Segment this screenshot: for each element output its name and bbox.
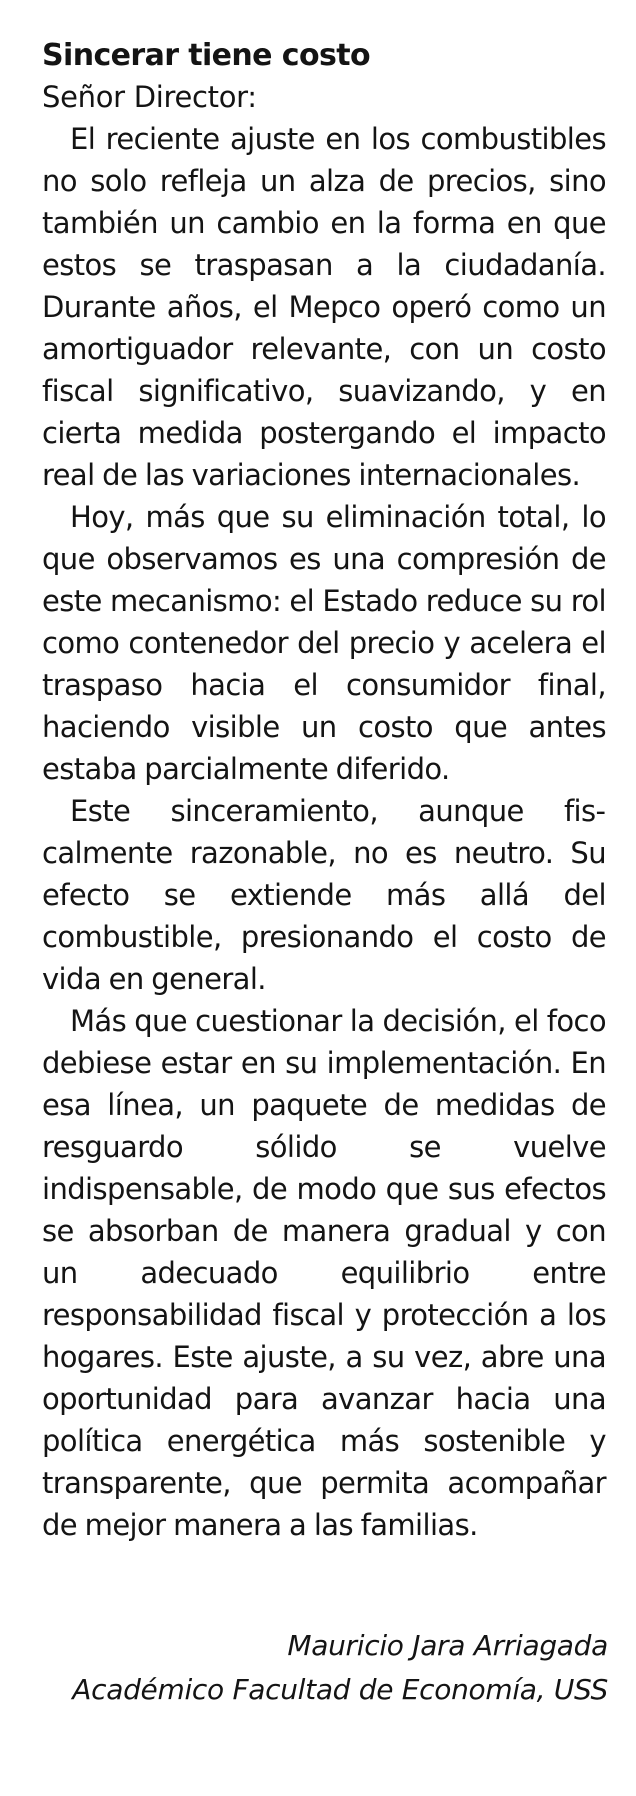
letter-paragraph-4: Más que cuestionar la decisión, el foco debiese estar en su implementación. En esa línea, un paquete de medidas de resguardo sólido se vuelve indispensable, de modo que sus efectos se absorban de manera gradual y con un adecuado equilibrio entre responsabilidad fiscal y protección a los hogares. Este ajuste, a su vez, abre una oportunidad para avanzar hacia una política energética más sostenible y transparente, que permita acompañar de mejor manera a las familias. xyxy=(42,1004,606,1542)
author-affiliation: Académico Facultad de Economía, USS xyxy=(72,1673,608,1706)
letter-paragraph-2: Hoy, más que su eliminación total, lo que observamos es una compresión de este mecanismo: el Estado reduce su rol como contenedor del precio y acelera el traspaso hacia el consumidor final, haciendo visible un costo que antes estaba parcialmente diferido. xyxy=(42,500,606,786)
letter-paragraph-3: Este sinceramiento, aunque fiscalmente razonable, no es neutro. Su efecto se extiende más allá del combustible, presionando el costo de vida en general. xyxy=(42,794,606,996)
salutation: Señor Director: xyxy=(42,80,257,114)
author-name: Mauricio Jara Arriagada xyxy=(287,1629,608,1662)
letter-to-editor xyxy=(42,38,606,1546)
letter-paragraph-1: El reciente ajuste en los combustibles no solo refleja un alza de precios, sino también un cambio en la forma en que estos se traspasan a la ciudadanía. Durante años, el Mepco operó como un amortiguador relevante, con un costo fiscal significativo, suavizando, y en cierta medida postergando el impacto real de las variaciones internacionales. xyxy=(42,122,606,492)
signature-block xyxy=(72,1624,608,1712)
letter-title: Sincerar tiene costo xyxy=(42,38,370,73)
